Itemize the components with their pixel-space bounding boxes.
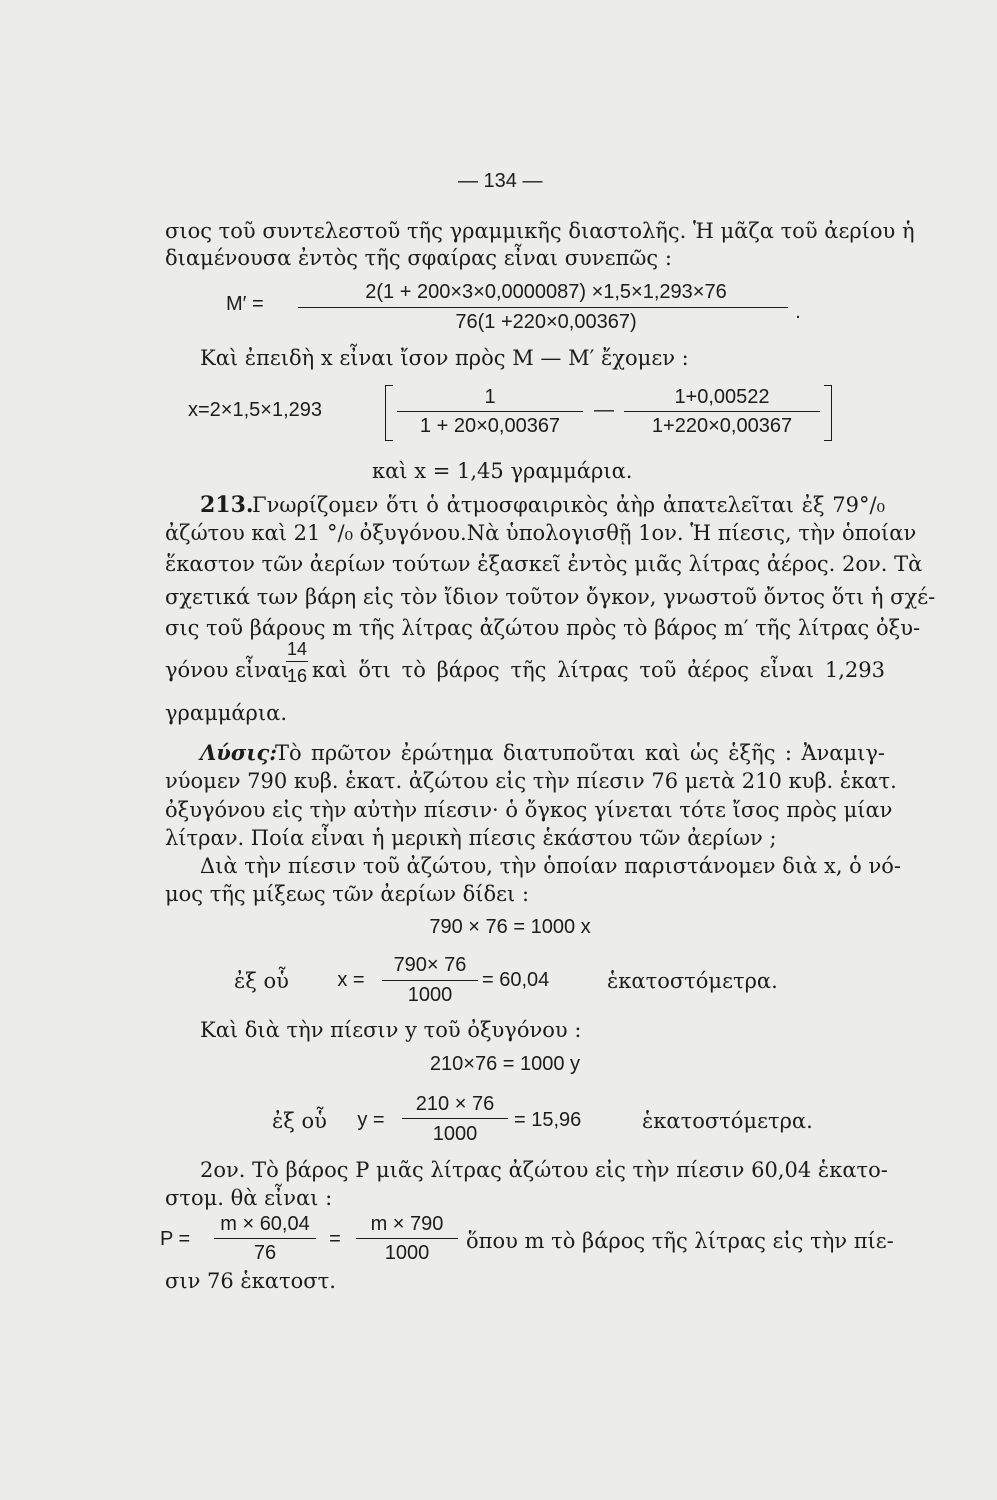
equals-sign: =	[329, 1228, 341, 1250]
formula-lhs: y =	[357, 1109, 385, 1131]
text-line: Τὸ πρῶτον ἐρώτημα διατυποῦται καὶ ὡς ἑξῆς : Ἀναμιγ-	[275, 741, 885, 765]
text-line: ὀξυγόνου εἰς τὴν αὐτὴν πίεσιν· ὁ ὄγκος γίνεται τότε ἴσος πρὸς μίαν	[165, 798, 893, 822]
text-line: σις τοῦ βάρους m τῆς λίτρας ἀζώτου πρὸς τὸ βάρος m′ τῆς λίτρας ὀξυ-	[165, 616, 921, 640]
text-line: γόνου εἶναι	[165, 658, 290, 682]
fraction-denominator: 76	[253, 1242, 277, 1264]
section-number: 213.	[200, 492, 254, 518]
fraction-numerator: m × 60,04	[220, 1213, 310, 1235]
fraction-denominator: 1 + 20×0,00367	[419, 415, 561, 437]
text-line: Καὶ ἐπειδὴ x εἶναι ἴσον πρὸς M — M′ ἔχομεν :	[200, 346, 689, 370]
formula-result: = 15,96	[514, 1109, 582, 1131]
fraction-bar	[356, 1238, 458, 1239]
unit-text: ἑκατοστόμετρα.	[607, 969, 778, 993]
text-line: σιος τοῦ συντελεστοῦ τῆς γραμμικῆς διαστολῆς. Ἡ μᾶζα τοῦ ἀερίου ἡ	[165, 219, 915, 243]
fraction-denominator: 1000	[384, 1242, 430, 1264]
fraction-bar	[298, 307, 788, 308]
formula-lhs: P =	[160, 1228, 191, 1250]
fraction-denominator: 1000	[432, 1123, 478, 1145]
fraction-bar	[402, 1118, 508, 1119]
solution-label: Λύσις:	[200, 740, 278, 765]
text-line: 2ον. Τὸ βάρος P μιᾶς λίτρας ἀζώτου εἰς τὴν πίεσιν 60,04 ἑκατο-	[200, 1158, 888, 1182]
fraction-bar	[382, 980, 478, 981]
fraction-denominator: 16	[286, 666, 308, 686]
fraction-numerator: 2(1 + 200×3×0,0000087) ×1,5×1,293×76	[365, 281, 727, 303]
formula-period: .	[795, 301, 801, 323]
minus-sign: —	[594, 399, 614, 421]
text-line: μος τῆς μίξεως τῶν ἀερίων δίδει :	[165, 882, 530, 906]
fraction-numerator: 790× 76	[393, 954, 467, 976]
formula-lhs: x =	[337, 969, 365, 991]
fraction-denominator: 76(1 +220×0,00367)	[455, 311, 637, 333]
formula-result: = 60,04	[482, 969, 550, 991]
fraction-numerator: 1	[484, 386, 496, 408]
text-line: νύομεν 790 κυβ. ἑκατ. ἀζώτου εἰς τὴν πίεσιν 76 μετὰ 210 κυβ. ἑκατ.	[165, 769, 897, 793]
fraction-denominator: 1000	[407, 984, 453, 1006]
text-line: σχετικά των βάρη εἰς τὸν ἴδιον τοῦτον ὄγκον, γνωστοῦ ὄντος ὅτι ἡ σχέ-	[165, 585, 936, 609]
fraction-bar	[397, 411, 583, 412]
page-number: — 134 —	[458, 170, 543, 192]
text-line: σιν 76 ἑκατοστ.	[165, 1269, 336, 1293]
text-line: Γνωρίζομεν ὅτι ὁ ἀτμοσφαιρικὸς ἀὴρ ἀπατελεῖται ἐξ 79°/₀	[252, 493, 885, 517]
text-line: γραμμάρια.	[165, 701, 287, 725]
text-line: διαμένουσα ἐντὸς τῆς σφαίρας εἶναι συνεπῶς :	[165, 246, 672, 270]
text-line: Διὰ τὴν πίεσιν τοῦ ἀζώτου, τὴν ὁποίαν παριστάνομεν διὰ x, ὁ νό-	[200, 854, 901, 878]
right-bracket	[824, 385, 832, 441]
fraction-bar	[624, 411, 820, 412]
formula-lhs: M′ =	[226, 293, 264, 315]
fraction-numerator: m × 790	[370, 1213, 444, 1235]
text-line: ἐξ οὗ	[234, 969, 289, 993]
text-line: Καὶ διὰ τὴν πίεσιν y τοῦ ὀξυγόνου :	[200, 1018, 582, 1042]
fraction-denominator: 1+220×0,00367	[651, 415, 793, 437]
equation: 210×76 = 1000 y	[429, 1053, 581, 1075]
fraction-bar	[286, 661, 308, 662]
text-line: ὅπου m τὸ βάρος τῆς λίτρας εἰς τὴν πίε-	[466, 1229, 894, 1253]
text-line: ἀζώτου καὶ 21 °/₀ ὀξυγόνου.Νὰ ὑπολογισθῇ 1ον. Ἡ πίεσις, τὴν ὁποίαν	[165, 521, 917, 545]
formula-lhs: x=2×1,5×1,293	[188, 399, 323, 421]
left-bracket	[385, 385, 393, 441]
fraction-numerator: 14	[286, 639, 308, 659]
text-line: στομ. θὰ εἶναι :	[165, 1186, 333, 1210]
text-line: καὶ ὅτι τὸ βάρος τῆς λίτρας τοῦ ἀέρος εἶναι 1,293	[312, 658, 885, 682]
unit-text: ἑκατοστόμετρα.	[642, 1109, 813, 1133]
fraction-numerator: 210 × 76	[415, 1093, 495, 1115]
text-line: καὶ x = 1,45 γραμμάρια.	[372, 459, 633, 483]
text-line: ἐξ οὗ	[272, 1109, 327, 1133]
fraction-numerator: 1+0,00522	[674, 386, 770, 408]
text-line: λίτραν. Ποία εἶναι ἡ μερικὴ πίεσις ἑκάστου τῶν ἀερίων ;	[165, 826, 777, 850]
text-line: ἕκαστον τῶν ἀερίων τούτων ἐξασκεῖ ἐντὸς μιᾶς λίτρας ἀέρος. 2ον. Τὰ	[165, 552, 923, 576]
equation: 790 × 76 = 1000 x	[429, 916, 591, 938]
fraction-bar	[214, 1238, 316, 1239]
